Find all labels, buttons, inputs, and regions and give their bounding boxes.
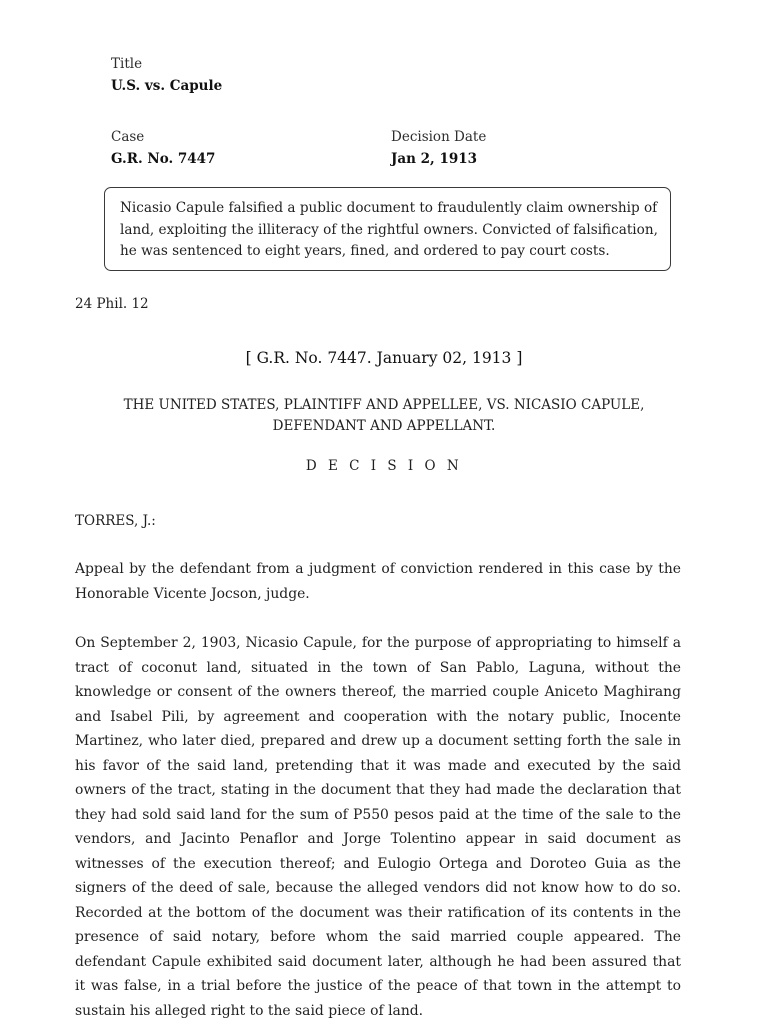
case-value: G.R. No. 7447 xyxy=(111,151,216,167)
decision-date-value: Jan 2, 1913 xyxy=(391,151,478,167)
case-label: Case xyxy=(111,129,145,145)
body-paragraph: On September 2, 1903, Nicasio Capule, for the purpose of appropriating to himself a tract of coconut land, situated in the town of San Pablo, Laguna, without the knowledge or consent of the owners thereof, the married couple Aniceto Maghirang and Isabel Pili, by agreement and cooperation with the notary public, Inocente Martinez, who later died, prepared and drew up a document setting forth the sale in his favor of the said land, pretending that it was made and executed by the said owners of the tract, stating in the document that they had made the declaration that they had sold said land for the sum of P550 pesos paid at the time of the sale to the vendors, and Jacinto Penaflor and Jorge Tolentino appear in said document as witnesses of the execution thereof; and Eulogio Ortega and Doroteo Guia as the signers of the deed of sale, because the alleged vendors did not know how to do so. Recorded at the bottom of the document was their ratification of its contents in the presence of said notary, before whom the said married couple appeared. The defendant Capule exhibited said document later, although he had been assured that it was false, in a trial before the justice of the peace of that town in the attempt to sustain his alleged right to the said piece of land. xyxy=(75,635,681,1019)
ponente: TORRES, J.: xyxy=(75,513,156,529)
case-parties: THE UNITED STATES, PLAINTIFF AND APPELLEE, VS. NICASIO CAPULE, DEFENDANT AND APPELLANT. xyxy=(123,397,645,434)
citation: 24 Phil. 12 xyxy=(75,296,149,312)
decision-heading: D E C I S I O N xyxy=(305,458,463,474)
body-paragraph: Appeal by the defendant from a judgment of conviction rendered in this case by the Honorable Vicente Jocson, judge. xyxy=(75,561,681,602)
title-label: Title xyxy=(111,56,143,72)
title-value: U.S. vs. Capule xyxy=(111,78,223,94)
case-summary-box: Nicasio Capule falsified a public document to fraudulently claim ownership of land, exploiting the illiteracy of the rightful owners. Convicted of falsification, he was sentenced to eight years, fined, and ordered to pay court costs. xyxy=(104,187,671,271)
gr-heading: [ G.R. No. 7447. January 02, 1913 ] xyxy=(245,349,523,367)
decision-date-label: Decision Date xyxy=(391,129,487,145)
